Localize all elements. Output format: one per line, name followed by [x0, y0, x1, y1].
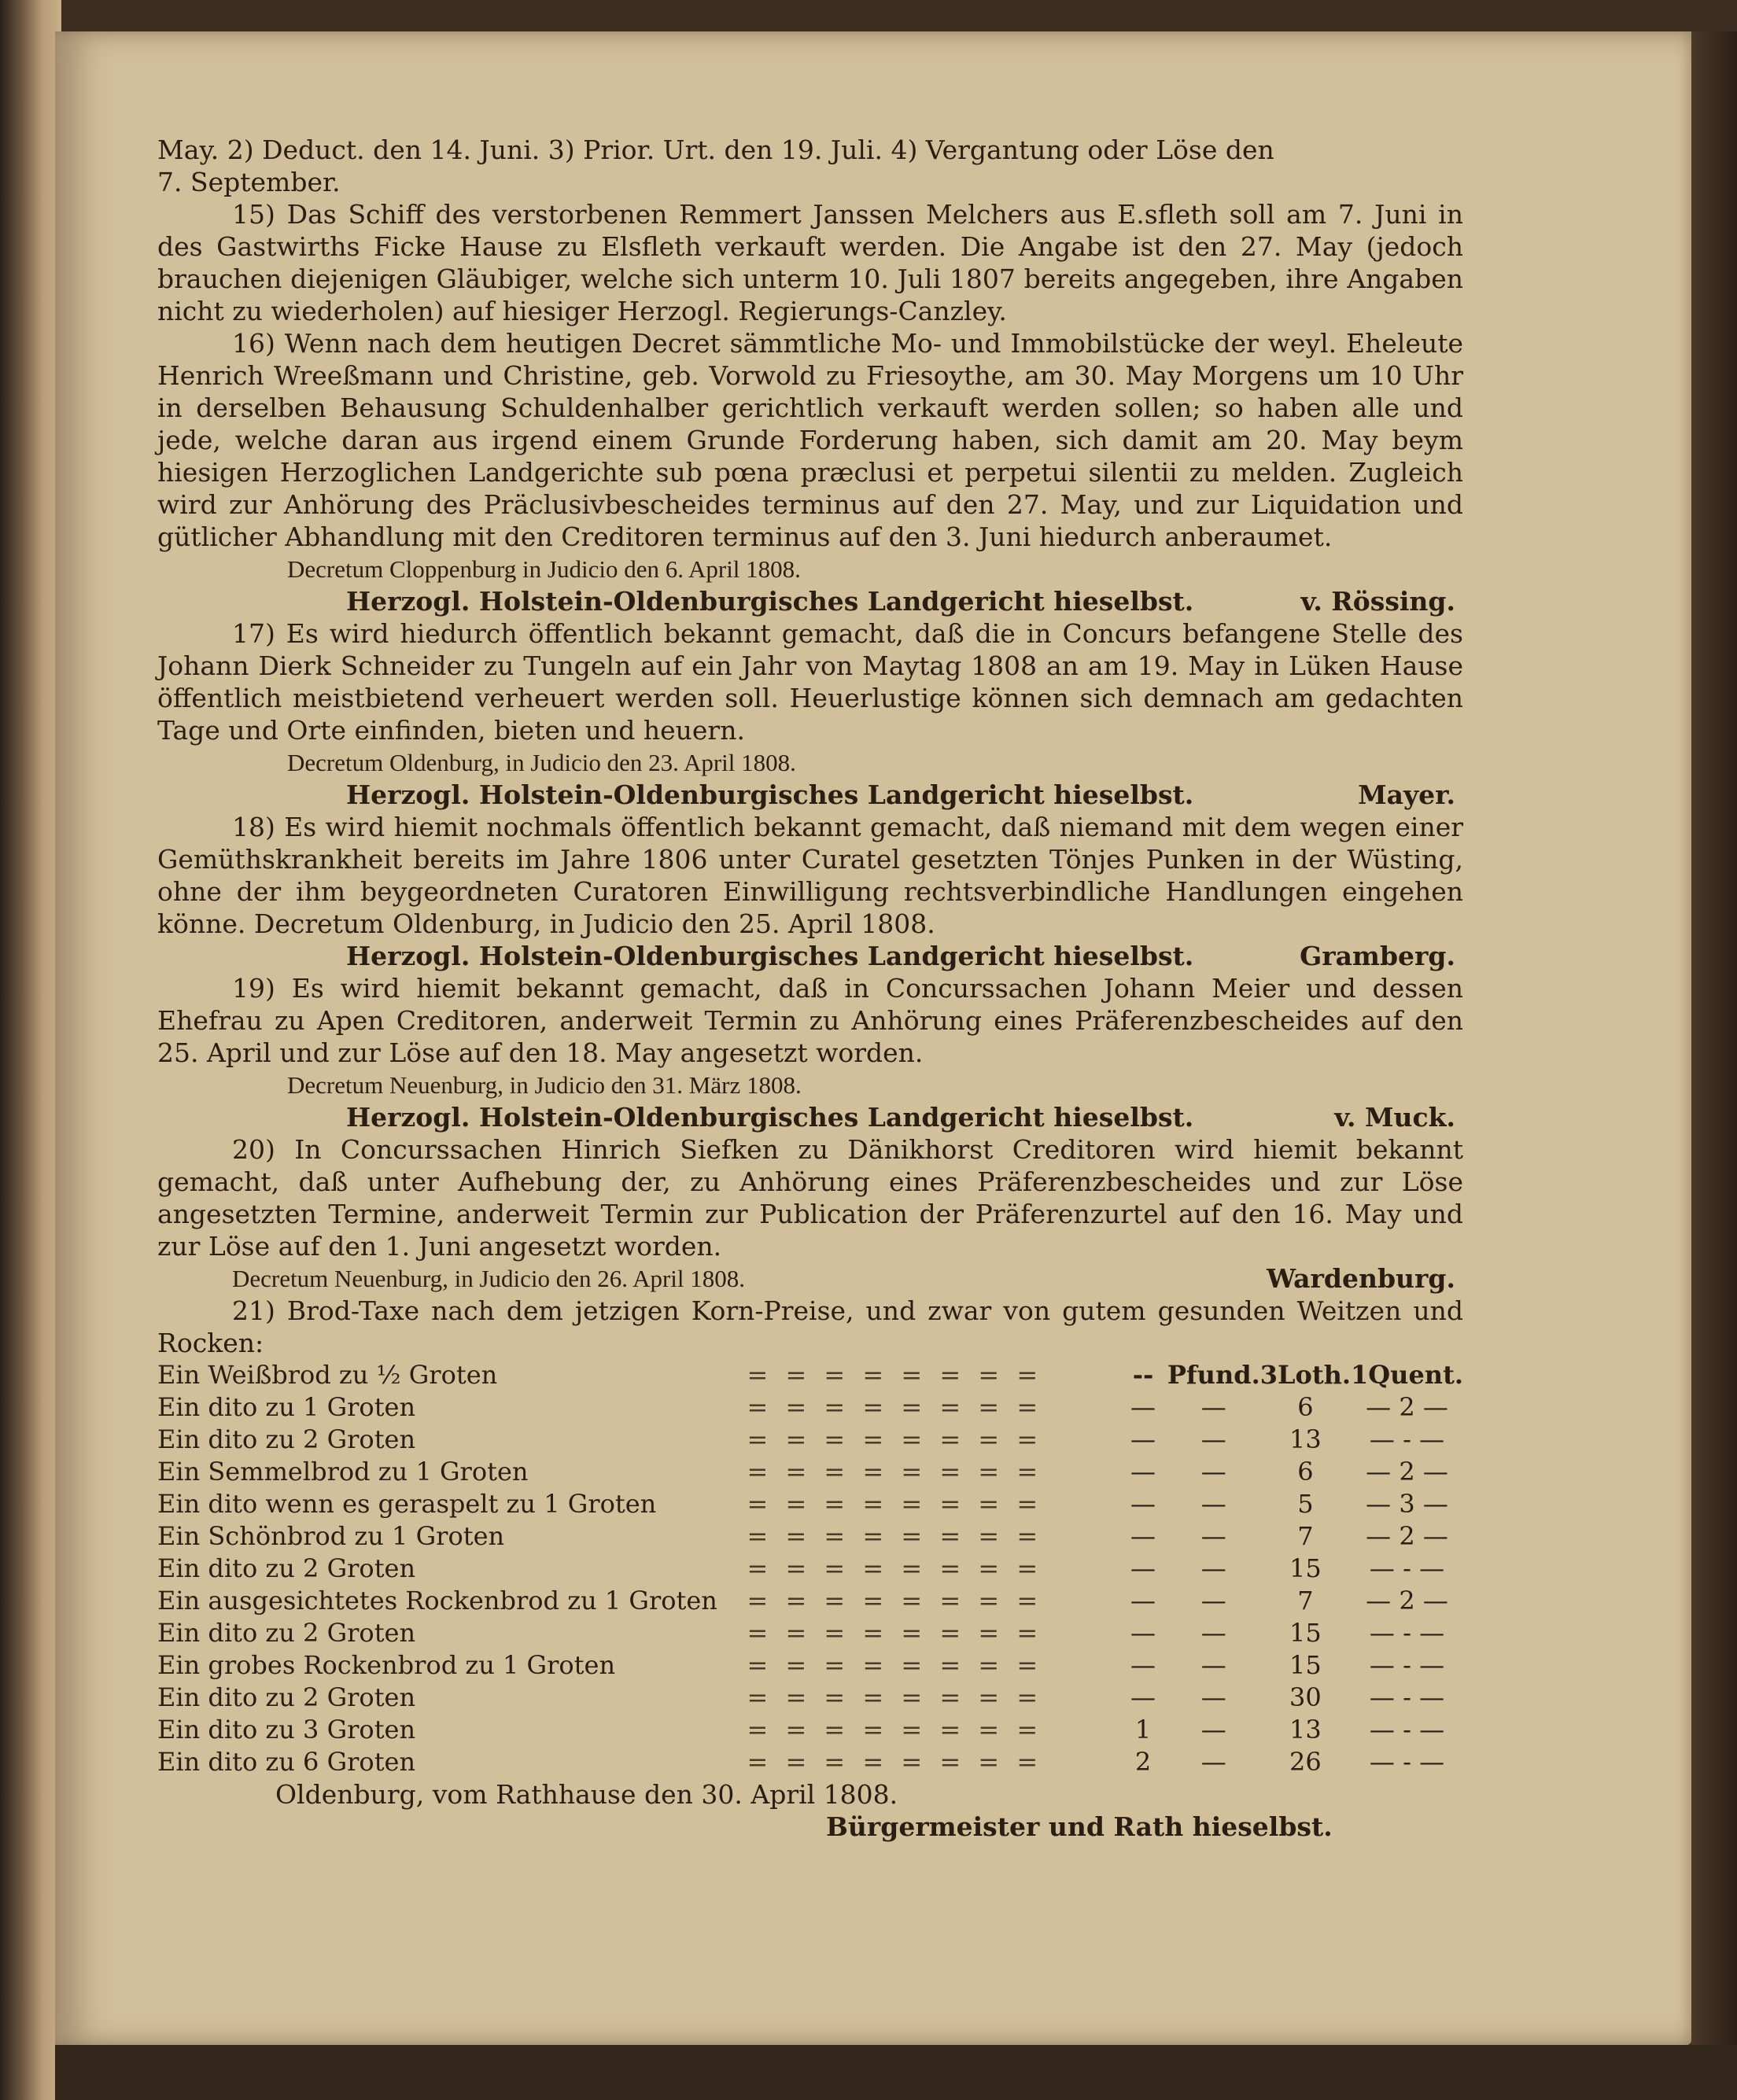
pfund-label: —	[1200, 1586, 1226, 1616]
text-line: 7. September.	[157, 167, 341, 197]
signer-name: Mayer.	[1358, 779, 1455, 810]
pfund-label: —	[1200, 1521, 1226, 1551]
leader-dots: = = = = = = = =	[747, 1650, 1043, 1680]
table-row	[157, 1617, 1463, 1649]
leader-dots: = = = = = = = =	[747, 1360, 1043, 1390]
pfund-value: —	[1130, 1650, 1156, 1680]
pfund-value: —	[1130, 1457, 1156, 1487]
quent-value: — 2 —	[1366, 1521, 1448, 1551]
loth-value: 30	[1289, 1682, 1322, 1712]
leader-dots: = = = = = = = =	[747, 1392, 1043, 1422]
bread-item: Ein dito zu 2 Groten	[157, 1553, 416, 1583]
table-row	[157, 1520, 1463, 1553]
leader-dots: = = = = = = = =	[747, 1489, 1043, 1519]
pfund-label: —	[1200, 1650, 1226, 1680]
pfund-value: —	[1130, 1682, 1156, 1712]
decretum: Decretum Cloppenburg in Judicio den 6. April 1808.	[287, 555, 801, 583]
pfund-label: —	[1200, 1424, 1226, 1454]
pfund-value: —	[1130, 1392, 1156, 1422]
decretum: Decretum Neuenburg, in Judicio den 26. April 1808.	[232, 1265, 746, 1292]
pfund-value: —	[1130, 1618, 1156, 1648]
quent-value: — 2 —	[1366, 1586, 1448, 1616]
leader-dots: = = = = = = = =	[747, 1747, 1043, 1777]
pfund-label: —	[1200, 1747, 1226, 1777]
quent-value: — - —	[1369, 1715, 1445, 1744]
table-row	[157, 1553, 1463, 1585]
pfund-value: —	[1130, 1424, 1156, 1454]
signature-line	[157, 940, 1463, 972]
loth-value: 13	[1289, 1424, 1322, 1454]
bread-item: Ein dito zu 2 Groten	[157, 1424, 416, 1454]
page-text	[157, 134, 1463, 1843]
pfund-label: —	[1200, 1618, 1226, 1648]
pfund-label: —	[1200, 1489, 1226, 1519]
bread-item: Ein dito zu 2 Groten	[157, 1682, 416, 1712]
quent-value: — 3 —	[1366, 1489, 1448, 1519]
signature-line	[157, 585, 1463, 617]
quent-value: — - —	[1369, 1650, 1445, 1680]
signature-line	[157, 779, 1463, 811]
pfund-value: —	[1130, 1553, 1156, 1583]
decretum: Decretum Oldenburg, in Judicio den 23. April 1808.	[287, 749, 796, 776]
signer-name: v. Rössing.	[1300, 586, 1455, 617]
quent-value: — - —	[1369, 1553, 1445, 1583]
decretum: Decretum Neuenburg, in Judicio den 31. März 1808.	[287, 1071, 802, 1099]
bread-item: Ein dito zu 2 Groten	[157, 1618, 416, 1648]
pfund-value: —	[1130, 1586, 1156, 1616]
leader-dots: = = = = = = = =	[747, 1715, 1043, 1744]
quent-value: 1Quent.	[1351, 1360, 1463, 1390]
loth-value: 7	[1297, 1521, 1314, 1551]
page-edge-right	[1691, 31, 1737, 2100]
loth-value: 15	[1289, 1618, 1322, 1648]
loth-value: 26	[1289, 1747, 1322, 1777]
table-row	[157, 1682, 1463, 1714]
book-binding	[0, 0, 61, 2100]
bread-tax-table	[157, 1359, 1463, 1778]
signer-name: Gramberg.	[1300, 941, 1455, 971]
loth-value: 5	[1297, 1489, 1314, 1519]
bread-item: Ein dito wenn es geraspelt zu 1 Groten	[157, 1489, 657, 1519]
quent-value: — - —	[1369, 1618, 1445, 1648]
pfund-value: 1	[1134, 1715, 1152, 1744]
notice-19: 19) Es wird hiemit bekannt gemacht, daß in Concurssachen Johann Meier und dessen Ehefrau zu Apen Creditoren, anderweit Termin zu Anhörung eines Präferenzbescheides auf den 25. April und zur Löse auf den 18. May angesetzt worden.	[157, 973, 1463, 1068]
bread-item: Ein grobes Rockenbrod zu 1 Groten	[157, 1650, 616, 1680]
bread-item: Ein ausgesichtetes Rockenbrod zu 1 Groten	[157, 1586, 717, 1616]
bread-item: Ein dito zu 6 Groten	[157, 1747, 416, 1777]
pfund-label: —	[1200, 1553, 1226, 1583]
court-name: Herzogl. Holstein-Oldenburgisches Landgericht hieselbst.	[346, 586, 1194, 617]
pfund-label: Pfund.	[1167, 1360, 1260, 1390]
leader-dots: = = = = = = = =	[747, 1618, 1043, 1648]
quent-value: — 2 —	[1366, 1457, 1448, 1487]
bread-item: Ein Schönbrod zu 1 Groten	[157, 1521, 505, 1551]
pfund-value: --	[1132, 1360, 1154, 1390]
loth-value: 6	[1297, 1457, 1314, 1487]
signature-line	[157, 1101, 1463, 1133]
text-line: May. 2) Deduct. den 14. Juni. 3) Prior. Urt. den 19. Juli. 4) Vergantung oder Löse den	[157, 134, 1274, 165]
leader-dots: = = = = = = = =	[747, 1553, 1043, 1583]
leader-dots: = = = = = = = =	[747, 1586, 1043, 1616]
pfund-label: —	[1200, 1682, 1226, 1712]
bread-item: Ein dito zu 3 Groten	[157, 1715, 416, 1744]
pfund-value: —	[1130, 1521, 1156, 1551]
pfund-label: —	[1200, 1457, 1226, 1487]
pfund-value: 2	[1134, 1747, 1152, 1777]
pfund-label: —	[1200, 1392, 1226, 1422]
table-row	[157, 1746, 1463, 1778]
bread-item: Ein dito zu 1 Groten	[157, 1392, 416, 1422]
table-row	[157, 1359, 1463, 1391]
loth-value: 15	[1289, 1553, 1322, 1583]
table-row	[157, 1424, 1463, 1456]
notice-15: 15) Das Schiff des verstorbenen Remmert Janssen Melchers aus E.sfleth soll am 7. Juni in des Gastwirths Ficke Hause zu Elsfleth verkauft werden. Die Angabe ist den 27. May (jedoch brauchen diejenigen Gläubiger, welche sich unterm 10. Juli 1807 bereits angegeben, ihre Angaben nicht zu wiederholen) auf hiesiger Herzogl. Regierungs-Canzley.	[157, 199, 1463, 326]
leader-dots: = = = = = = = =	[747, 1682, 1043, 1712]
signer-name: Wardenburg.	[1266, 1263, 1455, 1294]
loth-value: 3Loth.	[1259, 1360, 1352, 1390]
quent-value: — - —	[1369, 1682, 1445, 1712]
quent-value: — - —	[1369, 1747, 1445, 1777]
bread-item: Ein Semmelbrod zu 1 Groten	[157, 1457, 529, 1487]
court-name: Herzogl. Holstein-Oldenburgisches Landgericht hieselbst.	[346, 941, 1194, 971]
table-row	[157, 1714, 1463, 1746]
notice-16: 16) Wenn nach dem heutigen Decret sämmtliche Mo- und Immobilstücke der weyl. Eheleute Henrich Wreeßmann und Christine, geb. Vorwold zu Friesoythe, am 30. May Morgens um 10 Uhr in derselben Behausung Schuldenhalber gerichtlich verkauft werden sollen; so haben alle und jede, welche daran aus irgend einem Grunde Forderung haben, sich damit am 20. May beym hiesigen Herzoglichen Landgerichte sub pœna præclusi et perpetui silentii zu melden. Zugleich wird zur Anhörung des Präclusivbescheides terminus auf den 27. May, und zur Liquidation und gütlicher Abhandlung mit den Creditoren terminus auf den 3. Juni hiedurch anberaumet.	[157, 328, 1463, 552]
loth-value: 15	[1289, 1650, 1322, 1680]
table-row	[157, 1649, 1463, 1682]
page-edge-bottom	[55, 2045, 1737, 2100]
quent-value: — 2 —	[1366, 1392, 1448, 1422]
closing-signature: Bürgermeister und Rath hieselbst.	[826, 1811, 1333, 1842]
loth-value: 13	[1289, 1715, 1322, 1744]
notice-17: 17) Es wird hiedurch öffentlich bekannt gemacht, daß die in Concurs befangene Stelle des Johann Dierk Schneider zu Tungeln auf ein Jahr von Maytag 1808 an am 19. May in Lüken Hause öffentlich meistbietend verheuert werden soll. Heuerlustige können sich demnach am gedachten Tage und Orte einfinden, bieten und heuern.	[157, 618, 1463, 746]
leader-dots: = = = = = = = =	[747, 1457, 1043, 1487]
table-row	[157, 1488, 1463, 1520]
notice-20: 20) In Concurssachen Hinrich Siefken zu Dänikhorst Creditoren wird hiemit bekannt gemacht, daß unter Aufhebung der, zu Anhörung eines Präferenzbescheides und zur Löse angesetzten Termine, anderweit Termin zur Publication der Präferenzurtel auf den 16. May und zur Löse auf den 1. Juni angesetzt worden.	[157, 1134, 1463, 1262]
loth-value: 6	[1297, 1392, 1314, 1422]
signature-line	[157, 1262, 1463, 1295]
pfund-value: —	[1130, 1489, 1156, 1519]
court-name: Herzogl. Holstein-Oldenburgisches Landgericht hieselbst.	[346, 779, 1194, 810]
leader-dots: = = = = = = = =	[747, 1521, 1043, 1551]
loth-value: 7	[1297, 1586, 1314, 1616]
pfund-label: —	[1200, 1715, 1226, 1744]
table-row	[157, 1456, 1463, 1488]
leader-dots: = = = = = = = =	[747, 1424, 1043, 1454]
quent-value: — - —	[1369, 1424, 1445, 1454]
bread-item: Ein Weißbrod zu ½ Groten	[157, 1360, 498, 1390]
table-row	[157, 1391, 1463, 1424]
court-name: Herzogl. Holstein-Oldenburgisches Landgericht hieselbst.	[346, 1102, 1194, 1133]
table-row	[157, 1585, 1463, 1617]
signer-name: v. Muck.	[1334, 1102, 1455, 1133]
closing-place-date: Oldenburg, vom Rathhause den 30. April 1808.	[275, 1779, 898, 1810]
notice-18: 18) Es wird hiemit nochmals öffentlich bekannt gemacht, daß niemand mit dem wegen einer Gemüthskrankheit bereits im Jahre 1806 unter Curatel gesetzten Tönjes Punken in der Wüsting, ohne der ihm beygeordneten Curatoren Einwilligung rechtsverbindliche Handlungen eingehen könne. Decretum Oldenburg, in Judicio den 25. April 1808.	[157, 812, 1463, 939]
notice-21-intro: 21) Brod-Taxe nach dem jetzigen Korn-Preise, und zwar von gutem gesunden Weitzen und Rocken:	[157, 1295, 1463, 1358]
